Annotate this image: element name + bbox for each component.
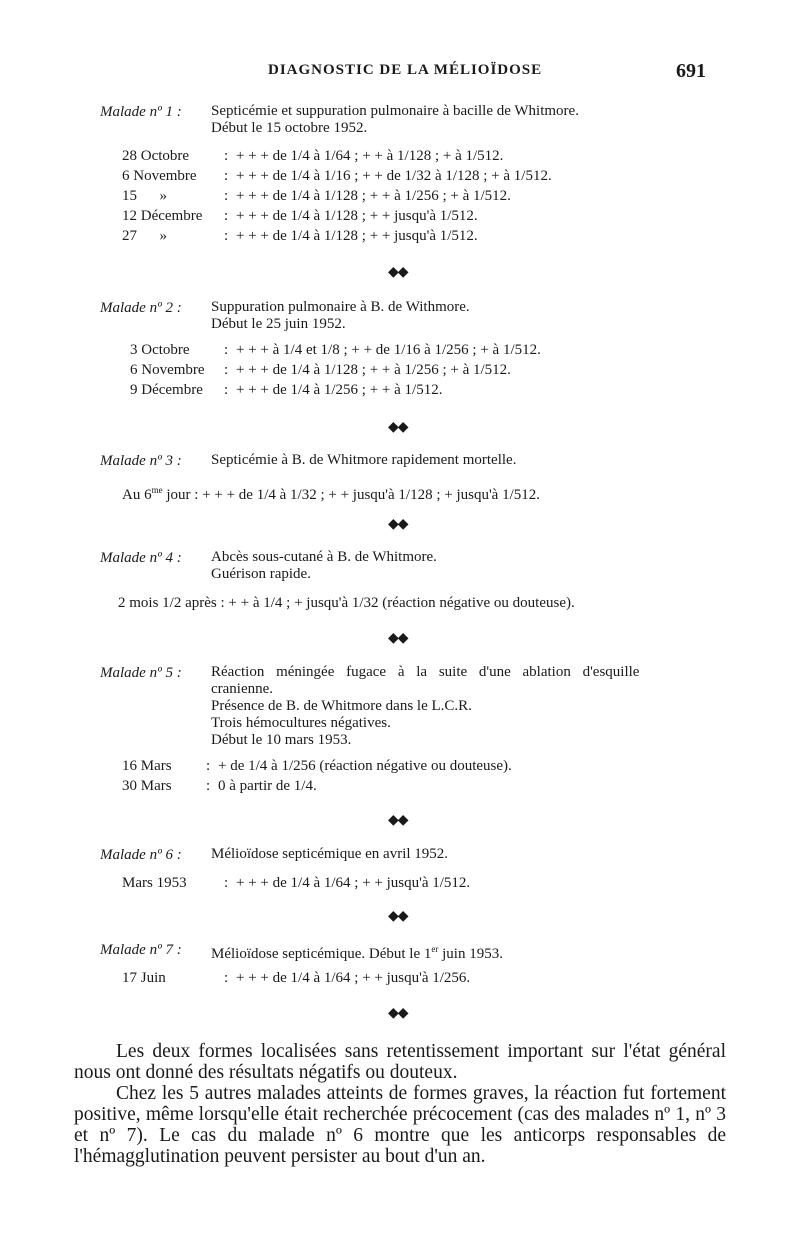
- result-date: 28 Octobre: [122, 148, 190, 164]
- page-number: 691: [676, 60, 706, 82]
- result-value: + + + de 1/4 à 1/128 ; + + à 1/256 ; + à 1/512.: [236, 188, 511, 204]
- case-description: [211, 941, 731, 962]
- case-label: Malade nº 7 :: [100, 942, 182, 958]
- result-date: 30 Mars: [122, 778, 172, 794]
- section-separator: ◆◆: [388, 631, 408, 646]
- result-row: [0, 776, 800, 796]
- section-separator: ◆◆: [388, 909, 408, 924]
- description-line: Trois hémocultures négatives.: [211, 715, 391, 731]
- result-row: [0, 206, 800, 226]
- section-separator: ◆◆: [388, 265, 408, 280]
- result-row: [0, 756, 800, 776]
- colon: :: [206, 778, 211, 794]
- result-value: jour : + + + de 1/4 à 1/32 ; + + jusqu'à 1/128 ; + jusqu'à 1/512.: [162, 487, 540, 503]
- description-line: Mélioïdose septicémique en avril 1952.: [211, 846, 449, 862]
- case-label: Malade nº 4 :: [100, 550, 182, 566]
- description-line: Guérison rapide.: [211, 566, 311, 582]
- colon: :: [224, 382, 229, 398]
- case-label: Malade nº 6 :: [100, 847, 182, 863]
- description-line: Septicémie à B. de Whitmore rapidement mortelle.: [211, 452, 517, 468]
- result-date: 27 »: [122, 228, 167, 244]
- result-value: + + + à 1/4 et 1/8 ; + + de 1/16 à 1/256 ; + à 1/512.: [236, 342, 541, 358]
- result-date: 3 Octobre: [130, 342, 190, 358]
- result-row: [0, 146, 800, 166]
- description-line: Début le 10 mars 1953.: [211, 732, 352, 748]
- result-value: + + + de 1/4 à 1/16 ; + + de 1/32 à 1/128 ; + à 1/512.: [236, 168, 552, 184]
- colon: :: [206, 758, 211, 774]
- section-separator: ◆◆: [388, 1006, 408, 1021]
- case-description: [211, 103, 731, 137]
- result-value: + de 1/4 à 1/256 (réaction négative ou douteuse).: [218, 758, 512, 774]
- result-date: 9 Décembre: [130, 382, 203, 398]
- ordinal-suffix: me: [151, 485, 163, 495]
- result-value: 0 à partir de 1/4.: [218, 778, 317, 794]
- result-prefix: Au 6: [122, 487, 152, 503]
- colon: :: [224, 188, 229, 204]
- body-text: [74, 1041, 726, 1167]
- colon: :: [224, 168, 229, 184]
- colon: :: [224, 875, 229, 891]
- result-date: 6 Novembre: [130, 362, 205, 378]
- case-label: Malade nº 2 :: [100, 300, 182, 316]
- case-label: Malade nº 3 :: [100, 453, 182, 469]
- case-description: [211, 549, 731, 583]
- description-line: Abcès sous-cutané à B. de Whitmore.: [211, 549, 437, 565]
- case-label: Malade nº 1 :: [100, 104, 182, 120]
- description-line: Présence de B. de Whitmore dans le L.C.R.: [211, 698, 472, 714]
- description-line: Début le 25 juin 1952.: [211, 316, 346, 332]
- colon: :: [224, 362, 229, 378]
- result-row: [0, 360, 800, 380]
- result-row: [0, 380, 800, 400]
- result-row: [0, 186, 800, 206]
- result-date: Mars 1953: [122, 875, 187, 891]
- section-separator: ◆◆: [388, 517, 408, 532]
- case-description: [211, 299, 731, 333]
- result-value: + + + de 1/4 à 1/64 ; + + jusqu'à 1/512.: [236, 875, 471, 891]
- result-row: [0, 226, 800, 246]
- result-row: [0, 968, 800, 988]
- case-label: Malade nº 5 :: [100, 665, 182, 681]
- result-row: [0, 166, 800, 186]
- paragraph: Chez les 5 autres malades atteints de formes graves, la réaction fut fortement positive, même lorsqu'elle était recherchée précocement (cas des malades nº 1, nº 3 et nº 7). Le cas du malade nº 6 montre que les anticorps responsables de l'hémagglutination peuvent persister au bout d'un an.: [74, 1083, 726, 1167]
- description-line: Début le 15 octobre 1952.: [211, 120, 368, 136]
- section-separator: ◆◆: [388, 420, 408, 435]
- result-value: + + + de 1/4 à 1/128 ; + + à 1/256 ; + à 1/512.: [236, 362, 511, 378]
- colon: :: [224, 970, 229, 986]
- colon: :: [224, 228, 229, 244]
- description-line: Réaction méningée fugace à la suite d'une ablation d'esquille: [211, 664, 640, 680]
- result-value: + + + de 1/4 à 1/128 ; + + jusqu'à 1/512.: [236, 228, 478, 244]
- description-line: Suppuration pulmonaire à B. de Withmore.: [211, 299, 470, 315]
- result-line: 2 mois 1/2 après : + + à 1/4 ; + jusqu'à 1/32 (réaction négative ou douteuse).: [118, 595, 575, 611]
- result-date: 6 Novembre: [122, 168, 197, 184]
- result-row: [0, 340, 800, 360]
- description-line: Septicémie et suppuration pulmonaire à bacille de Whitmore.: [211, 103, 579, 119]
- result-value: + + + de 1/4 à 1/64 ; + + jusqu'à 1/256.: [236, 970, 471, 986]
- description-line: cranienne.: [211, 681, 274, 697]
- result-date: 17 Juin: [122, 970, 166, 986]
- case-description: [211, 846, 731, 863]
- case-description: [211, 664, 731, 749]
- result-row: [0, 873, 800, 893]
- description-suffix: juin 1953.: [438, 946, 503, 962]
- colon: :: [224, 148, 229, 164]
- section-separator: ◆◆: [388, 813, 408, 828]
- result-value: + + + de 1/4 à 1/128 ; + + jusqu'à 1/512.: [236, 208, 478, 224]
- result-date: 16 Mars: [122, 758, 172, 774]
- colon: :: [224, 208, 229, 224]
- paragraph: Les deux formes localisées sans retentissement important sur l'état général nous ont donné des résultats négatifs ou douteux.: [74, 1041, 726, 1083]
- result-value: + + + de 1/4 à 1/64 ; + + à 1/128 ; + à 1/512.: [236, 148, 504, 164]
- colon: :: [224, 342, 229, 358]
- result-line: [122, 480, 540, 505]
- result-date: 12 Décembre: [122, 208, 203, 224]
- running-head: DIAGNOSTIC DE LA MÉLIOÏDOSE: [268, 62, 543, 78]
- result-value: + + + de 1/4 à 1/256 ; + + à 1/512.: [236, 382, 443, 398]
- description-prefix: Mélioïdose septicémique. Début le 1: [211, 946, 432, 962]
- ordinal-suffix: er: [431, 944, 439, 954]
- result-date: 15 »: [122, 188, 167, 204]
- description-line: [211, 941, 731, 962]
- case-description: [211, 452, 731, 469]
